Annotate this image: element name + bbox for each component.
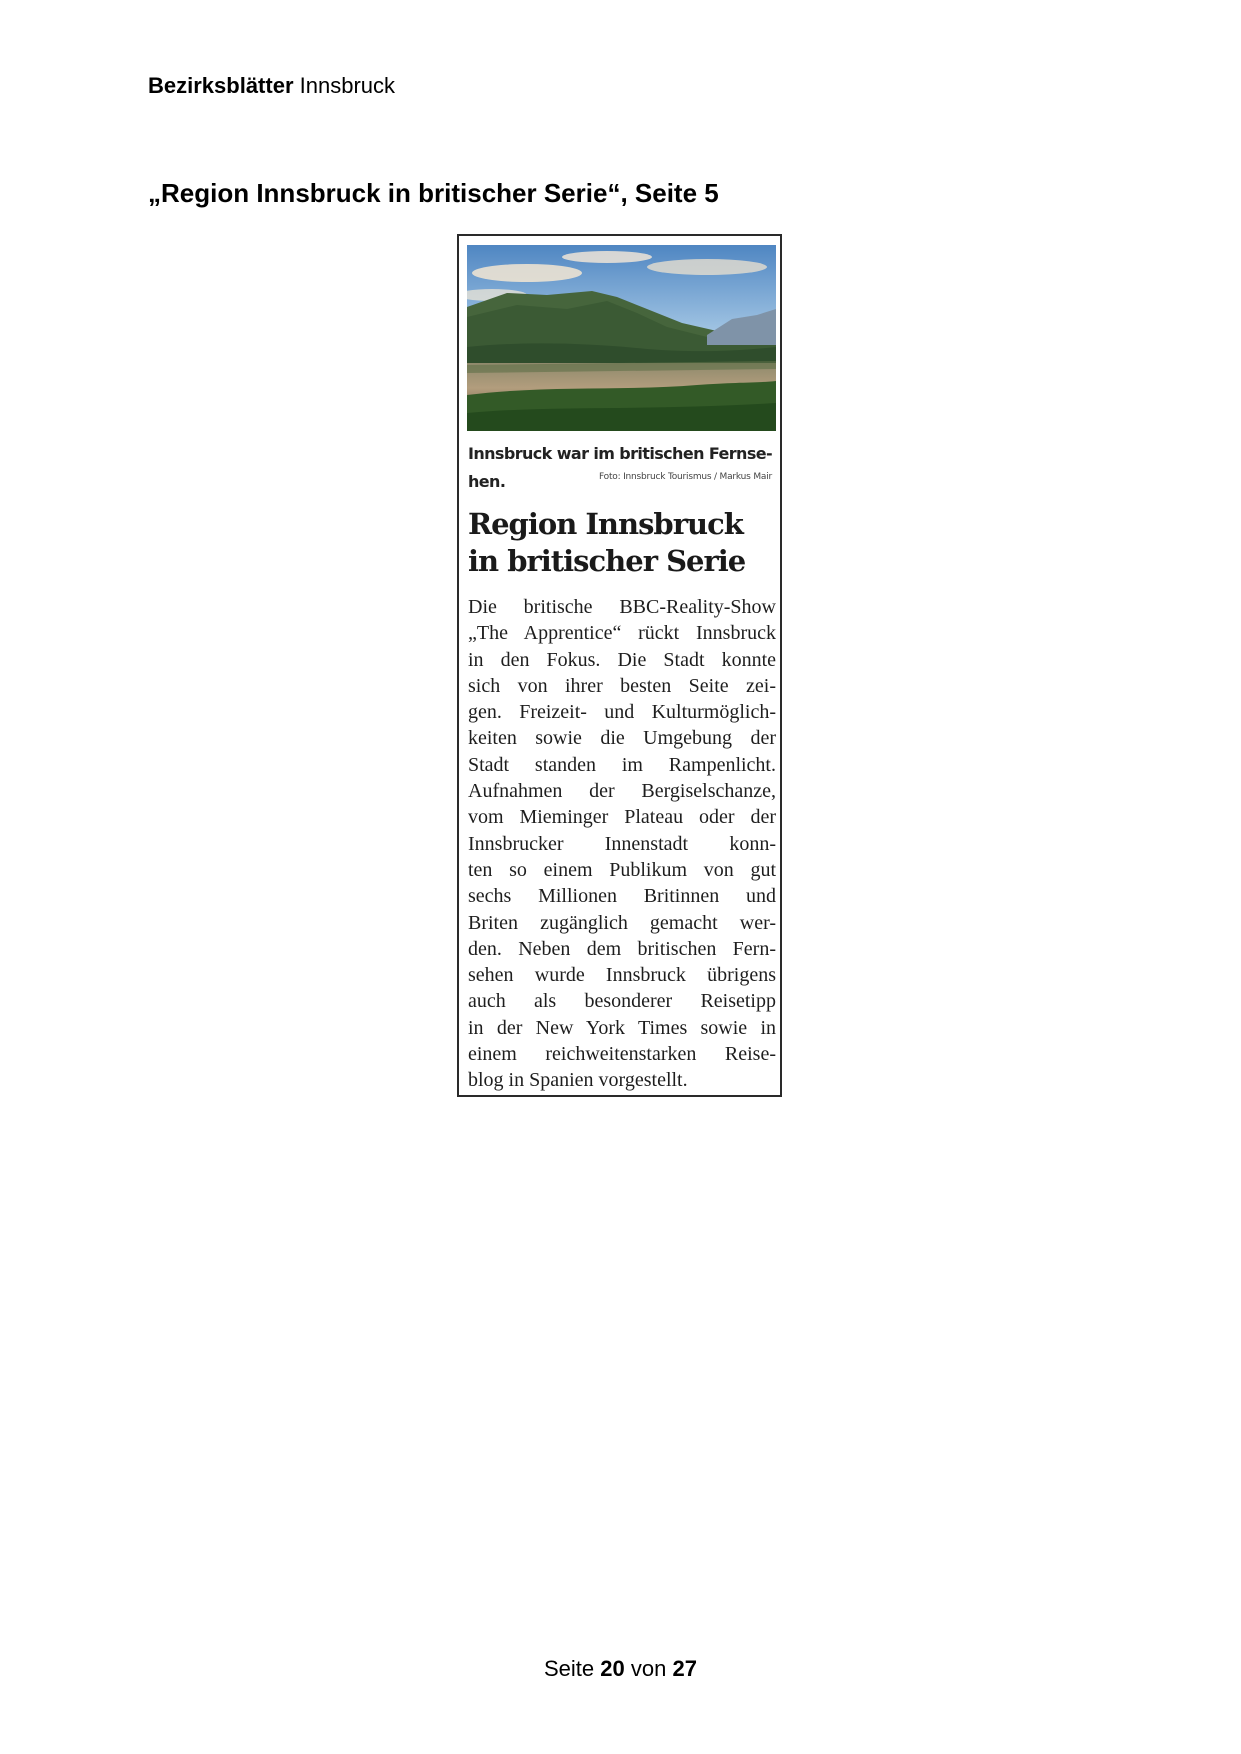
publication-region: Innsbruck — [299, 73, 396, 98]
body-line: Briten zugänglich gemacht wer- — [468, 911, 776, 934]
publication-name: Bezirksblätter — [148, 73, 294, 98]
body-line: sechs Millionen Britinnen und — [468, 885, 776, 908]
landscape-photo-icon — [467, 245, 776, 431]
body-line: Innsbrucker Innenstadt konn- — [468, 832, 776, 855]
body-line: Aufnahmen der Bergiselschanze, — [468, 780, 776, 803]
article-headline — [468, 506, 778, 580]
current-page: 20 — [600, 1656, 625, 1681]
article-body — [468, 594, 776, 1094]
caption-line: hen. — [468, 472, 506, 491]
newspaper-clipping — [457, 234, 782, 1097]
body-line: sich von ihrer besten Seite zei- — [468, 674, 776, 697]
body-line: in der New York Times sowie in — [468, 1016, 776, 1039]
body-line: Stadt standen im Rampenlicht. — [468, 753, 776, 776]
body-line: keiten sowie die Umgebung der — [468, 727, 776, 750]
body-line: ten so einem Publikum von gut — [468, 858, 776, 881]
headline-line: in britischer Serie — [468, 544, 746, 578]
photo-caption — [468, 440, 776, 496]
publication-header — [148, 72, 395, 100]
body-line: sehen wurde Innsbruck übrigens — [468, 964, 776, 987]
body-line: auch als besonderer Reisetipp — [468, 990, 776, 1013]
body-line: „The Apprentice“ rückt Innsbruck — [468, 622, 776, 645]
page-of-label: von — [630, 1656, 667, 1681]
body-line: blog in Spanien vorgestellt. — [468, 1069, 688, 1092]
body-line: vom Mieminger Plateau oder der — [468, 806, 776, 829]
total-pages: 27 — [672, 1656, 697, 1681]
headline-line: Region Innsbruck — [468, 507, 743, 541]
body-line: gen. Freizeit- und Kulturmöglich- — [468, 701, 776, 724]
caption-line: Innsbruck war im britischen Fernse- — [468, 444, 773, 463]
photo-credit: Foto: Innsbruck Tourismus / Markus Mair — [598, 472, 772, 482]
clipping-title: „Region Innsbruck in britischer Serie“, Seite 5 — [148, 178, 719, 208]
page-number — [0, 1655, 1241, 1683]
page-label: Seite — [544, 1656, 595, 1681]
body-line: einem reichweitenstarken Reise- — [468, 1043, 776, 1066]
body-line: den. Neben dem britischen Fern- — [468, 937, 776, 960]
body-line: in den Fokus. Die Stadt konnte — [468, 648, 776, 671]
body-line: Die britische BBC-Reality-Show — [468, 596, 776, 618]
